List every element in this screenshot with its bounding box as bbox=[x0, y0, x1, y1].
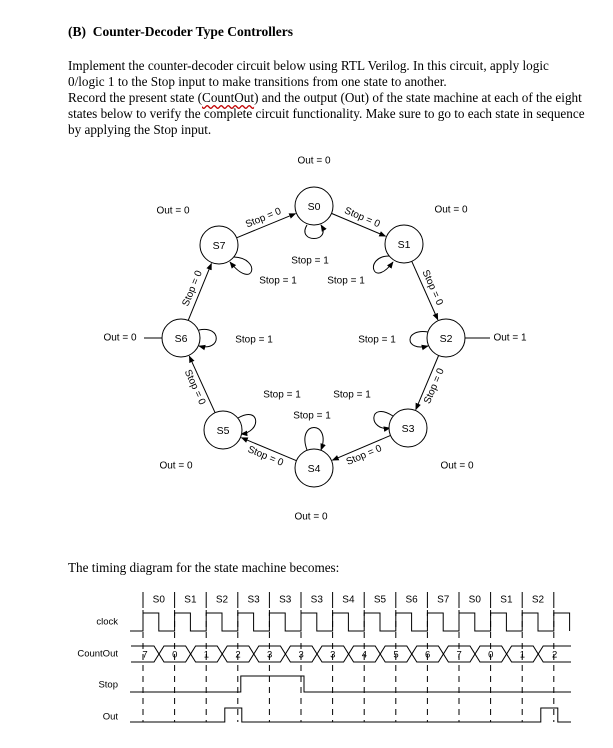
transition-label: Stop = 0 bbox=[245, 444, 285, 469]
state-label: S0 bbox=[307, 200, 321, 213]
transition-label: Stop = 0 bbox=[344, 443, 384, 468]
state-output-label: Out = 0 bbox=[297, 155, 331, 167]
timing-state-label: S0 bbox=[468, 594, 481, 606]
state-output-label: Out = 0 bbox=[440, 460, 474, 472]
countout-bus-top bbox=[131, 646, 571, 654]
state-output-label: Out = 0 bbox=[434, 204, 468, 216]
timing-state-label: S6 bbox=[405, 594, 418, 606]
state-output-label: Out = 0 bbox=[156, 205, 190, 217]
state-label: S4 bbox=[307, 462, 321, 475]
self-loop-label: Stop = 1 bbox=[263, 389, 301, 401]
timing-state-label: S2 bbox=[215, 594, 229, 606]
countout-value: 1 bbox=[203, 649, 210, 661]
timing-state-label: S0 bbox=[152, 594, 165, 606]
state-label: S7 bbox=[212, 239, 226, 252]
out-waveform bbox=[130, 708, 571, 722]
countout-value: 2 bbox=[551, 649, 558, 661]
signal-name: clock bbox=[96, 616, 118, 628]
self-loop-label: Stop = 1 bbox=[235, 334, 273, 346]
countout-word: CountOut bbox=[202, 90, 255, 105]
instructions-line-2-post: ) and the output (Out) of the state machine at each of the eight states below to verify the complete circuit functionality. Make sure to go to each state in sequence by applying the Stop input. bbox=[68, 90, 585, 137]
transition-label: Stop = 0 bbox=[342, 205, 382, 231]
self-loop-label: Stop = 1 bbox=[293, 410, 331, 422]
section-heading: (B) Counter-Decoder Type Controllers bbox=[68, 24, 293, 39]
self-loop-label: Stop = 1 bbox=[259, 275, 297, 287]
countout-value: 0 bbox=[172, 649, 178, 661]
timing-state-label: S2 bbox=[531, 594, 545, 606]
countout-value: 7 bbox=[456, 649, 462, 661]
instructions-line-1: Implement the counter-decoder circuit below using RTL Verilog. In this circuit, apply logic 0/logic 1 to the Stop input to make transitions from one state to another. bbox=[68, 58, 549, 89]
state-label: S2 bbox=[439, 332, 453, 345]
state-output-label: Out = 1 bbox=[493, 332, 527, 344]
countout-value: 5 bbox=[393, 649, 399, 661]
timing-state-label: S7 bbox=[437, 594, 450, 606]
countout-value: 0 bbox=[488, 649, 494, 661]
state-label: S3 bbox=[401, 422, 415, 435]
self-loop-label: Stop = 1 bbox=[358, 334, 396, 346]
state-output-label: Out = 0 bbox=[103, 332, 137, 344]
transition-label: Stop = 0 bbox=[419, 268, 445, 308]
self-loop-label: Stop = 1 bbox=[333, 389, 371, 401]
transition-label: Stop = 0 bbox=[422, 366, 447, 406]
timing-state-label: S3 bbox=[310, 594, 323, 606]
timing-state-label: S5 bbox=[373, 594, 387, 606]
countout-value: 3 bbox=[330, 649, 336, 661]
state-output-label: Out = 0 bbox=[159, 460, 193, 472]
timing-state-label: S3 bbox=[279, 594, 292, 606]
timing-state-label: S3 bbox=[247, 594, 260, 606]
signal-name: Out bbox=[102, 711, 118, 723]
transition-label: Stop = 0 bbox=[181, 368, 208, 407]
self-loop-label: Stop = 1 bbox=[327, 275, 365, 287]
state-label: S1 bbox=[397, 238, 411, 251]
countout-value: 7 bbox=[142, 649, 148, 661]
instructions-line-2-pre: Record the present state ( bbox=[68, 90, 203, 105]
countout-value: 3 bbox=[298, 649, 304, 661]
countout-value: 4 bbox=[361, 649, 368, 661]
state-label: S5 bbox=[216, 424, 230, 437]
stop-waveform bbox=[130, 676, 571, 692]
countout-value: 1 bbox=[519, 649, 526, 661]
state-label: S6 bbox=[174, 332, 188, 345]
clock-waveform bbox=[130, 613, 570, 631]
timing-state-label: S1 bbox=[500, 594, 513, 606]
countout-bus-bottom bbox=[131, 654, 571, 662]
countout-value: 2 bbox=[235, 649, 241, 661]
signal-name: Stop bbox=[98, 679, 118, 691]
timing-caption: The timing diagram for the state machine becomes: bbox=[68, 560, 340, 575]
timing-state-label: S4 bbox=[342, 594, 355, 606]
signal-name: CountOut bbox=[77, 648, 118, 660]
transition-label: Stop = 0 bbox=[180, 269, 205, 308]
countout-value: 6 bbox=[424, 649, 431, 661]
self-loop-label: Stop = 1 bbox=[291, 255, 329, 267]
transition-label: Stop = 0 bbox=[244, 206, 283, 231]
state-output-label: Out = 0 bbox=[294, 511, 328, 523]
timing-state-label: S1 bbox=[184, 594, 197, 606]
countout-value: 3 bbox=[266, 649, 273, 661]
